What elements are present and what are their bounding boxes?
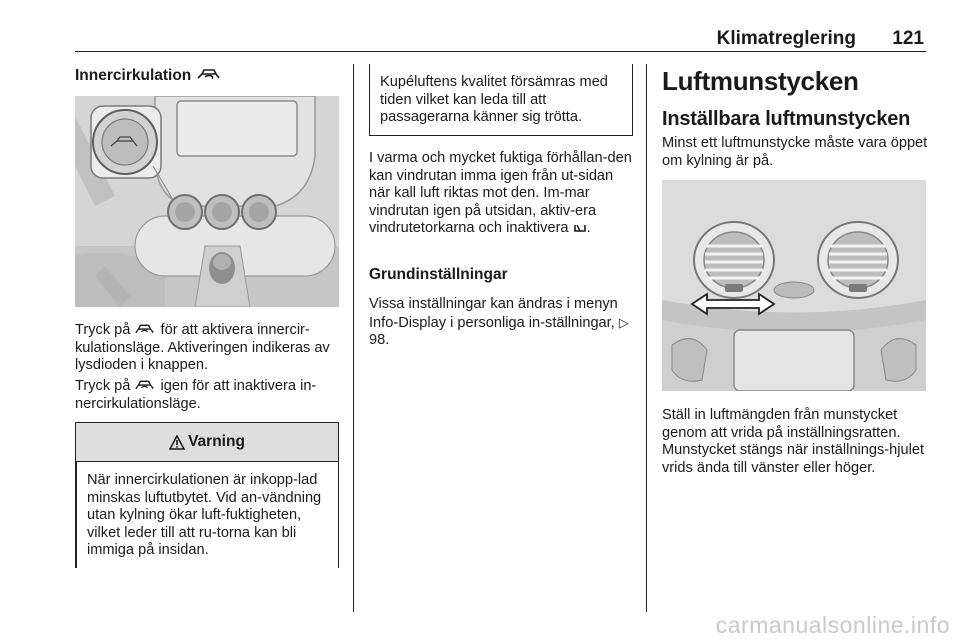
windshield-wiper-icon <box>573 221 587 233</box>
recirculation-icon <box>196 67 222 81</box>
paragraph-activate-part2: för att aktivera innercir-kulationsläge. Aktiveringen indikeras av lysdioden i knappen. <box>75 322 330 373</box>
reference-arrow-icon: ▷ <box>618 314 629 330</box>
paragraph-fogging-text: I varma och mycket fuktiga förhållan-den kan vindrutan imma igen från ut-sidan när kall luft riktas mot den. Im-mar vindrutan igen på utsidan, aktiv-era vindrutetorkarna och inaktivera <box>369 150 632 236</box>
paragraph-settings <box>369 296 635 350</box>
heading-basic-settings: Grundinställningar <box>369 266 508 283</box>
warning-title: Varning <box>188 433 245 450</box>
column-divider-1 <box>353 64 354 612</box>
paragraph-deactivate-part1: Tryck på <box>75 378 131 394</box>
header-rule <box>75 51 926 52</box>
heading-adjustable-vents: Inställbara luftmunstycken <box>662 108 911 130</box>
section-title: Klimatreglering <box>716 28 856 49</box>
column-divider-2 <box>646 64 647 612</box>
page-reference: 98. <box>369 332 390 348</box>
paragraph-activate-part1: Tryck på <box>75 322 131 338</box>
air-vents-photo <box>662 180 926 391</box>
warning-header <box>75 422 339 462</box>
right-vent <box>818 222 898 298</box>
heading-recirculation <box>75 67 222 85</box>
left-vent <box>694 222 774 298</box>
paragraph-deactivate <box>75 378 341 413</box>
recirculation-icon <box>134 379 156 391</box>
dashboard-console-photo <box>75 96 339 307</box>
paragraph-settings-text: Vissa inställningar kan ändras i menyn Info-Display i personliga in-ställningar, <box>369 296 618 331</box>
warning-border-left <box>75 462 77 568</box>
note-box <box>369 64 633 136</box>
paragraph-vents-cooling: Minst ett luftmunstycke måste vara öppet om kylning är på. <box>662 135 928 169</box>
recirculation-icon <box>134 323 156 335</box>
warning-box <box>75 422 339 568</box>
paragraph-fogging-end: . <box>586 220 591 236</box>
warning-triangle-icon <box>169 435 185 450</box>
warning-border-right <box>338 462 340 568</box>
watermark: carmanualsonline.info <box>715 612 950 638</box>
paragraph-fogging <box>369 150 635 238</box>
paragraph-deactivate-part2: igen för att inaktivera in-nercirkulationsläge. <box>75 378 317 412</box>
page-header <box>75 28 926 52</box>
note-text: Kupéluftens kvalitet försämras med tiden vilket kan leda till att passagerarna känner sig trötta. <box>380 74 608 125</box>
paragraph-activate <box>75 322 341 375</box>
heading-air-vents: Luftmunstycken <box>662 66 859 96</box>
page-number: 121 <box>892 28 924 49</box>
paragraph-vents-adjust: Ställ in luftmängden från munstycket genom att vrida på inställningsratten. Munstycket stängs när inställnings-hjulet vrids ända till vänster eller höger. <box>662 407 925 476</box>
heading-recirculation-text: Innercirkulation <box>75 67 192 84</box>
warning-text: När innercirkulationen är inkopp-lad minskas luftutbytet. Vid an-vändning utan kylning ökar luft-fuktigheten, vilket leder till att ru-torna kan bli immiga på insidan. <box>87 472 322 558</box>
